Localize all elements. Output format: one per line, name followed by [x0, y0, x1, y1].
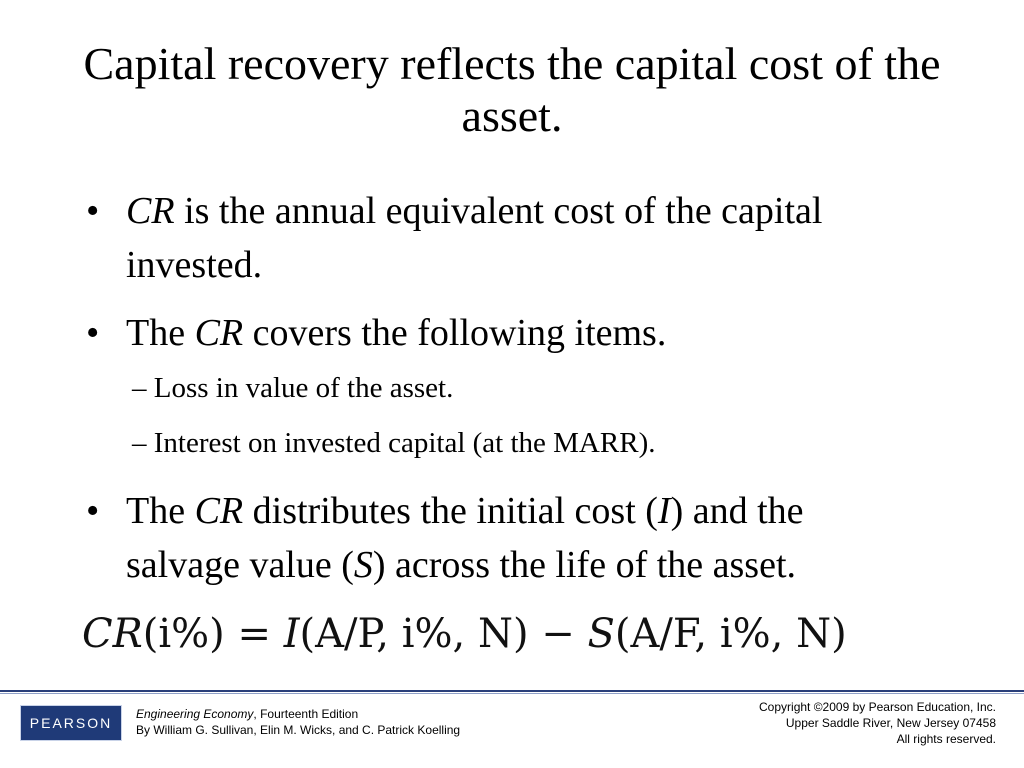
formula-lhs: CR: [82, 611, 143, 657]
book-title: Engineering Economy: [136, 707, 254, 721]
pearson-logo: PEARSON: [20, 705, 122, 741]
book-citation: [136, 706, 460, 738]
bullet-text: The: [126, 312, 195, 354]
bullet-text: distributes the initial cost (: [243, 490, 658, 532]
formula-equals: =: [224, 611, 284, 657]
bullet-text: is the annual equivalent cost of the capital invested.: [126, 190, 823, 286]
formula-term1-args: (A/P, i%, N): [299, 611, 529, 657]
bullet-dot: •: [86, 490, 100, 532]
bullet-item: [86, 306, 906, 360]
salvage-value-var: S: [353, 544, 373, 586]
copyright-line: Upper Saddle River, New Jersey 07458: [785, 716, 996, 730]
bullet-text: ) across the life of the asset.: [372, 544, 797, 586]
formula-term1-var: I: [283, 611, 300, 657]
copyright-line: All rights reserved.: [896, 732, 996, 746]
bullet-text: ) and the salvage value (: [126, 490, 804, 586]
bullet-text: covers the following items.: [243, 312, 667, 354]
formula-term2-args: (A/F, i%, N): [614, 611, 847, 657]
bullet-item: [86, 184, 906, 292]
capital-recovery-formula: [82, 608, 942, 660]
sub-bullet-item: – Interest on invested capital (at the MARR).: [132, 427, 656, 459]
bullet-text: The: [126, 490, 195, 532]
sub-bullet-item: – Loss in value of the asset.: [132, 372, 454, 404]
sub-bullet-text: Loss in value of the asset.: [153, 372, 454, 404]
cr-abbr: CR: [126, 190, 175, 232]
copyright-notice: [759, 699, 996, 747]
cr-abbr: CR: [194, 490, 244, 532]
footer-divider: [0, 690, 1024, 692]
footer-divider: [0, 693, 1024, 694]
formula-term2-var: S: [587, 611, 615, 657]
bullet-dot: •: [86, 190, 100, 232]
copyright-line: Copyright ©2009 by Pearson Education, Inc.: [759, 700, 996, 714]
sub-bullet-text: Interest on invested capital (at the MARR).: [153, 427, 656, 459]
book-edition: , Fourteenth Edition: [253, 707, 359, 721]
book-authors: By William G. Sullivan, Elin M. Wicks, and C. Patrick Koelling: [136, 723, 461, 737]
formula-lhs-args: (i%): [142, 611, 225, 657]
formula-minus: −: [528, 611, 588, 657]
initial-cost-var: I: [657, 490, 671, 532]
bullet-item: [86, 484, 906, 592]
cr-abbr: CR: [194, 312, 244, 354]
bullet-dot: •: [86, 312, 100, 354]
slide-title: Capital recovery reflects the capital cost of the asset.: [83, 38, 941, 141]
